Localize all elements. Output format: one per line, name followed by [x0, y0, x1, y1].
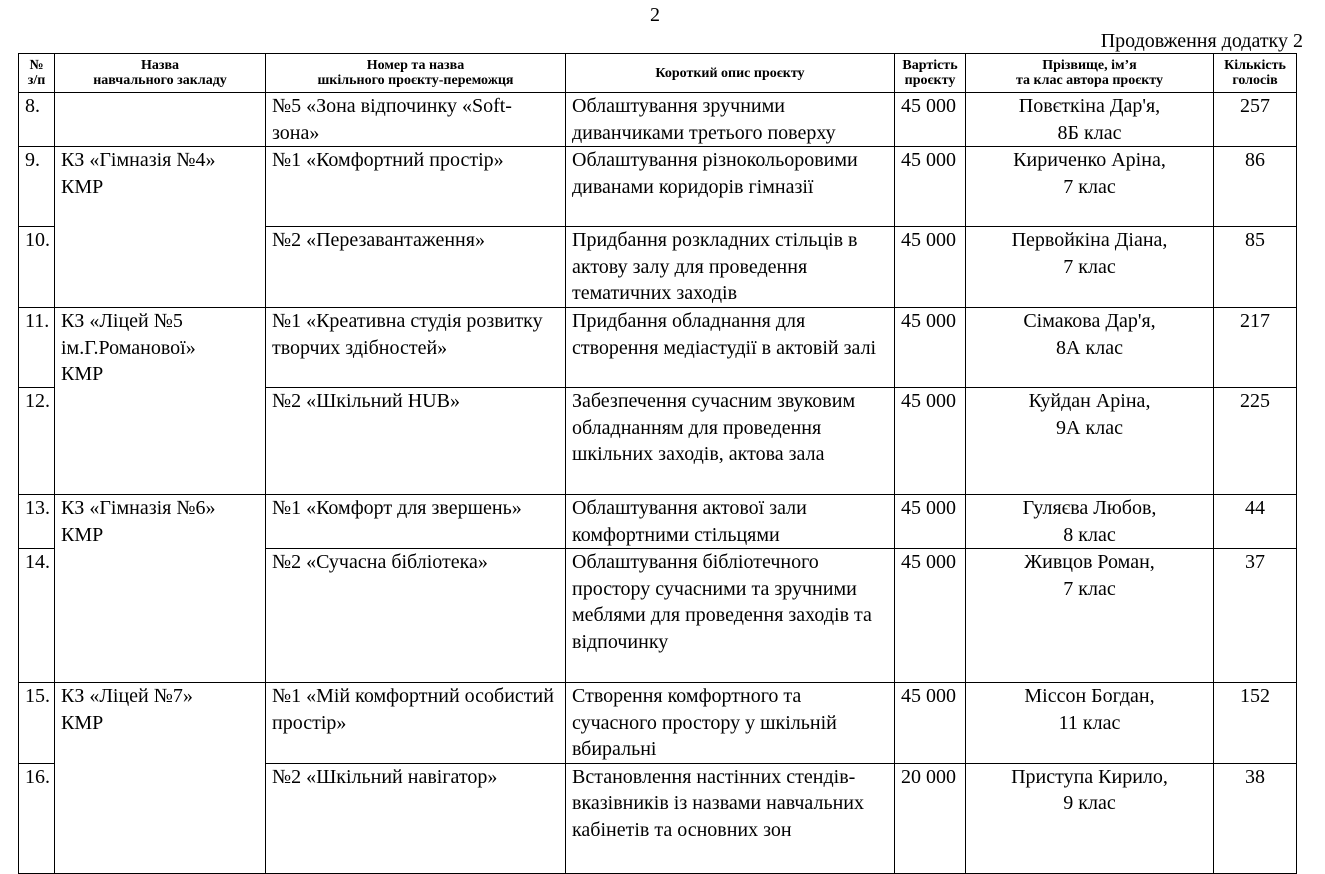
author-cell: Повєткіна Дар'я, 8Б клас	[966, 93, 1214, 147]
cost-cell: 45 000	[895, 147, 966, 227]
row-number: 14.	[19, 549, 55, 683]
school-cell: КЗ «Ліцей №7» КМР	[55, 683, 266, 874]
header-author: Прізвище, ім’я та клас автора проєкту	[966, 54, 1214, 93]
project-cell: №1 «Мій комфортний особистий простір»	[266, 683, 566, 764]
row-number: 15.	[19, 683, 55, 764]
description-cell: Забезпечення сучасним звуковим обладнанням для проведення шкільних заходів, актова зала	[566, 388, 895, 495]
description-cell: Облаштування зручними диванчиками третього поверху	[566, 93, 895, 147]
row-number: 12.	[19, 388, 55, 495]
project-cell: №1 «Креативна студія розвитку творчих здібностей»	[266, 308, 566, 388]
project-cell: №1 «Комфорт для звершень»	[266, 495, 566, 549]
description-cell: Облаштування різнокольоровими диванами коридорів гімназії	[566, 147, 895, 227]
votes-cell: 225	[1214, 388, 1297, 495]
row-number: 9.	[19, 147, 55, 227]
header-num: № з/п	[19, 54, 55, 93]
votes-cell: 37	[1214, 549, 1297, 683]
cost-cell: 45 000	[895, 495, 966, 549]
project-cell: №1 «Комфортний простір»	[266, 147, 566, 227]
row-number: 10.	[19, 227, 55, 308]
description-cell: Встановлення настінних стендів-вказівників із назвами навчальних кабінетів та основних зон	[566, 763, 895, 873]
header-cost: Вартість проєкту	[895, 54, 966, 93]
cost-cell: 45 000	[895, 683, 966, 764]
table-row	[19, 683, 1297, 764]
school-cell	[55, 93, 266, 147]
cost-cell: 20 000	[895, 763, 966, 873]
projects-table	[18, 53, 1297, 874]
author-cell: Кириченко Аріна, 7 клас	[966, 147, 1214, 227]
school-cell: КЗ «Гімназія №6» КМР	[55, 495, 266, 683]
row-number: 13.	[19, 495, 55, 549]
row-number: 8.	[19, 93, 55, 147]
votes-cell: 44	[1214, 495, 1297, 549]
cost-cell: 45 000	[895, 93, 966, 147]
description-cell: Облаштування актової зали комфортними стільцями	[566, 495, 895, 549]
votes-cell: 86	[1214, 147, 1297, 227]
header-project: Номер та назва шкільного проєкту-переможця	[266, 54, 566, 93]
votes-cell: 85	[1214, 227, 1297, 308]
votes-cell: 38	[1214, 763, 1297, 873]
cost-cell: 45 000	[895, 308, 966, 388]
school-cell: КЗ «Гімназія №4» КМР	[55, 147, 266, 308]
author-cell: Первойкіна Діана, 7 клас	[966, 227, 1214, 308]
cost-cell: 45 000	[895, 227, 966, 308]
project-cell: №2 «Перезавантаження»	[266, 227, 566, 308]
header-school: Назва навчального закладу	[55, 54, 266, 93]
description-cell: Облаштування бібліотечного простору сучасними та зручними меблями для проведення заходів та відпочинку	[566, 549, 895, 683]
project-cell: №5 «Зона відпочинку «Soft-зона»	[266, 93, 566, 147]
votes-cell: 152	[1214, 683, 1297, 764]
project-cell: №2 «Шкільний навігатор»	[266, 763, 566, 873]
cost-cell: 45 000	[895, 549, 966, 683]
table-row	[19, 147, 1297, 227]
cost-cell: 45 000	[895, 388, 966, 495]
table-header	[19, 54, 1297, 93]
table-row	[19, 495, 1297, 549]
author-cell: Куйдан Аріна, 9А клас	[966, 388, 1214, 495]
description-cell: Створення комфортного та сучасного простору у шкільній вбиральні	[566, 683, 895, 764]
row-number: 11.	[19, 308, 55, 388]
project-cell: №2 «Сучасна бібліотека»	[266, 549, 566, 683]
author-cell: Живцов Роман, 7 клас	[966, 549, 1214, 683]
description-cell: Придбання обладнання для створення медіастудії в актовій залі	[566, 308, 895, 388]
project-cell: №2 «Шкільний HUB»	[266, 388, 566, 495]
header-votes: Кількість голосів	[1214, 54, 1297, 93]
author-cell: Гуляєва Любов, 8 клас	[966, 495, 1214, 549]
author-cell: Приступа Кирило, 9 клас	[966, 763, 1214, 873]
table-row	[19, 93, 1297, 147]
school-cell: КЗ «Ліцей №5 ім.Г.Романової» КМР	[55, 308, 266, 495]
votes-cell: 217	[1214, 308, 1297, 388]
table-row	[19, 308, 1297, 388]
continuation-label: Продовження додатку 2	[1100, 30, 1303, 52]
page-number: 2	[650, 4, 660, 26]
author-cell: Сімакова Дар'я, 8А клас	[966, 308, 1214, 388]
votes-cell: 257	[1214, 93, 1297, 147]
header-description: Короткий опис проєкту	[566, 54, 895, 93]
description-cell: Придбання розкладних стільців в актову залу для проведення тематичних заходів	[566, 227, 895, 308]
row-number: 16.	[19, 763, 55, 873]
author-cell: Міссон Богдан, 11 клас	[966, 683, 1214, 764]
